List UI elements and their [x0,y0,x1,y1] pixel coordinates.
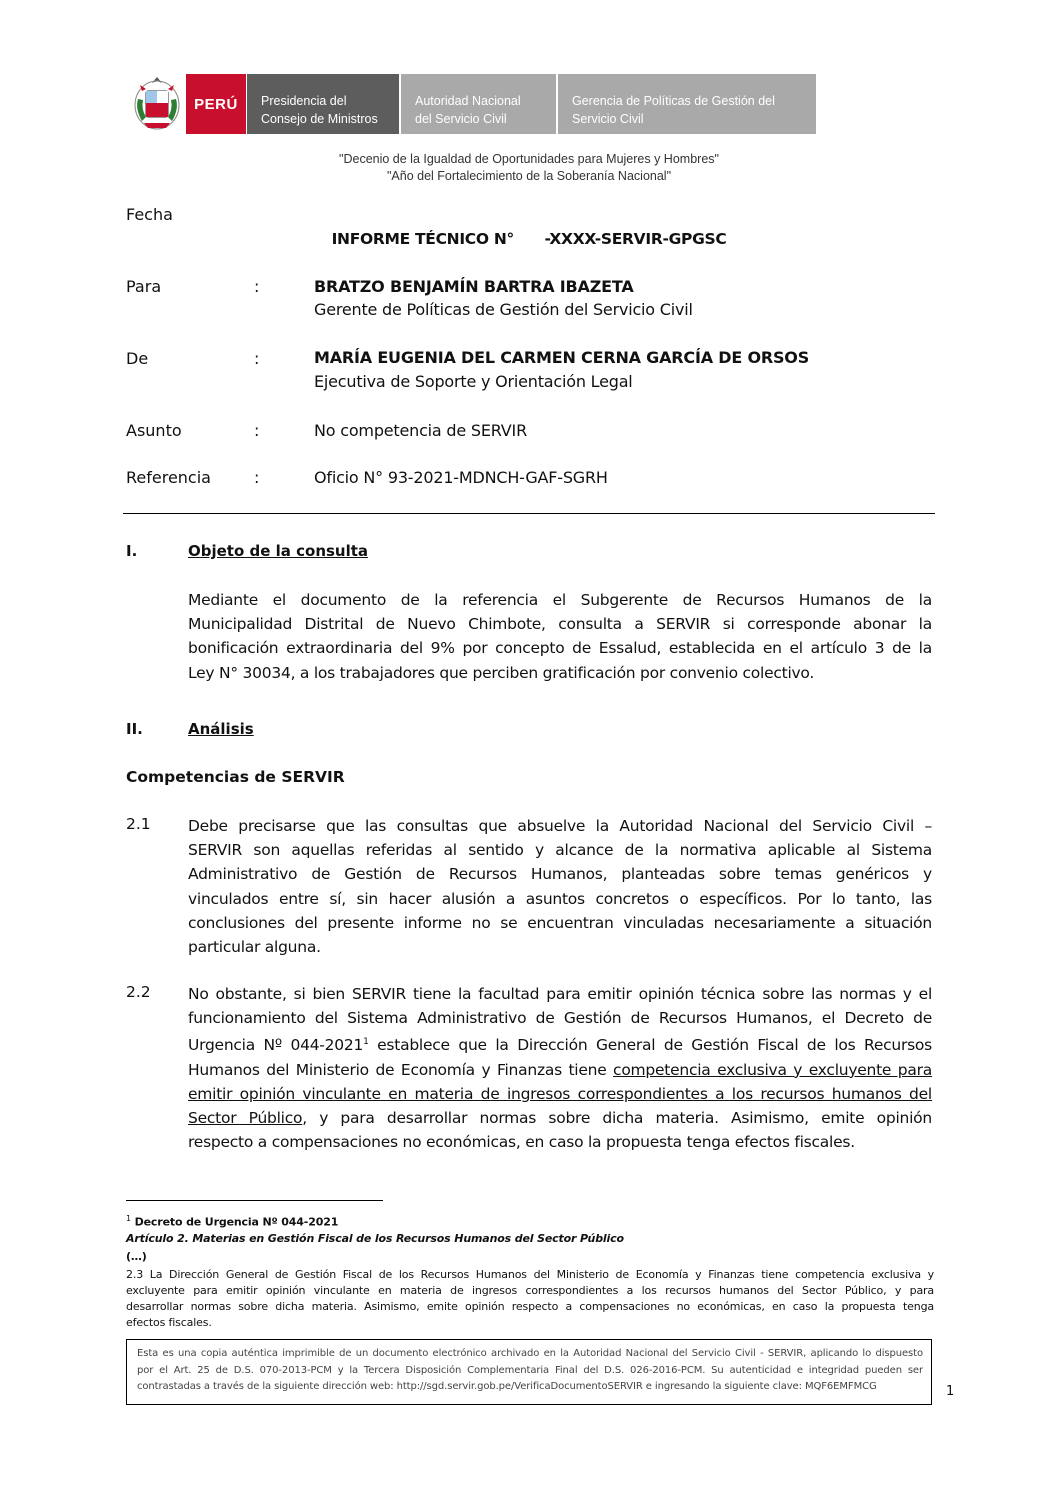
p21-line: Debe precisarse que las consultas que absuelve la Autoridad Nacional del Servicio Civil – [188,817,932,835]
section-1-paragraph [188,588,932,685]
section-1-number: I. [126,542,138,560]
underlined-text: emitir opinión vinculante en materia de ingresos correspondientes a los recursos humanos del [188,1084,932,1103]
paragraph-2-1 [188,814,932,959]
s1-line: Municipalidad Distrital de Nuevo Chimbote, consulta a SERVIR si corresponde abonar la [188,615,932,634]
p22-line3-rest: establece que la Dirección General de Gestión Fiscal de los Recursos [368,1036,932,1055]
header-box-pcm-line2: Consejo de Ministros [261,112,378,126]
auth-line: por el Art. 25 de D.S. 070-2013-PCM y la Tercera Disposición Complementaria Final del D.S. 026-2016-PCM. Su autenticidad e integridad pueden ser [137,1364,923,1376]
fn-line: excluyente para emitir opinión vinculante en materia de ingresos correspondientes a los recursos humanos del Sector Público, y para [126,1284,934,1297]
fecha-label: Fecha [126,205,173,224]
section-1-title: Objeto de la consulta [188,542,369,560]
p22-line: respecto a compensaciones no económicas, en caso la propuesta tenga efectos fiscales. [188,1133,855,1152]
paragraph-2-2 [188,982,932,1155]
fn-line: 2.3 La Dirección General de Gestión Fiscal de los Recursos Humanos del Ministerio de Economía y Finanzas tiene competencia exclusiva y [126,1268,934,1281]
p21-line: Administrativo de Gestión de Recursos Humanos, planteadas sobre temas genéricos y [188,865,932,884]
de-label: De [126,349,149,368]
s1-line: bonificación extraordinaria del 9% por concepto de Essalud, establecida en el artículo 3 de la [188,639,932,658]
section-2-title: Análisis [188,720,254,738]
footnote-marker: 1 [363,1037,369,1048]
underlined-text: Sector Público [188,1109,303,1128]
auth-line: contrastadas a través de la siguiente dirección web: http://sgd.servir.gob.pe/VerificaDocumentoSERVIR e ingresando la siguiente clave: MQF6EMFMCG [137,1381,877,1392]
footnote-title-text: Decreto de Urgencia Nº 044-2021 [130,1215,339,1229]
referencia-colon: : [254,468,260,487]
header-box-servir-line1: Autoridad Nacional [415,94,521,108]
p21-line: particular alguna. [188,938,321,957]
footnote-article: Artículo 2. Materias en Gestión Fiscal de los Recursos Humanos del Sector Público [126,1232,624,1245]
motto-line-2: "Año del Fortalecimiento de la Soberanía Nacional" [386,169,672,183]
peru-brand-label: PERÚ [186,74,246,134]
referencia-value: Oficio N° 93-2021-MDNCH-GAF-SGRH [314,468,608,487]
report-title: INFORME TÉCNICO N° -XXXX-SERVIR-GPGSC [331,230,727,248]
page-number: 1 [946,1384,955,1399]
header-box-servir [401,74,556,134]
p22-line: No obstante, si bien SERVIR tiene la facultad para emitir opinión técnica sobre las normas y el [188,985,932,1003]
peru-coat-of-arms-logo [132,75,182,133]
paragraph-2-2-number: 2.2 [126,983,151,1001]
section-2-number: II. [126,720,143,738]
p22-line4-start: Humanos del Ministerio de Economía y Finanzas tiene [188,1060,614,1079]
para-role: Gerente de Políticas de Gestión del Servicio Civil [314,300,693,319]
fn-line: desarrollar normas sobre dicha materia. Asimismo, emite opinión respecto a compensaciones no económicas, en caso la propuesta tenga [126,1300,934,1313]
de-role: Ejecutiva de Soporte y Orientación Legal [314,372,633,391]
s1-line: Mediante el documento de la referencia el Subgerente de Recursos Humanos de la [188,591,932,609]
para-label: Para [126,277,162,296]
header-box-pcm-line1: Presidencia del [261,94,347,108]
header-box-gpgsc-line1: Gerencia de Políticas de Gestión del [572,94,775,108]
subheading-competencias: Competencias de SERVIR [126,768,345,786]
header-box-servir-line2: del Servicio Civil [415,112,507,126]
p22-line [188,1106,932,1130]
fn-line: efectos fiscales. [126,1316,212,1329]
footnote-divider [126,1200,383,1201]
underlined-text: competencia exclusiva y excluyente para [613,1060,932,1079]
p22-line: funcionamiento del Sistema Administrativo de Gestión de Recursos Humanos, el Decreto de [188,1009,932,1028]
para-name: BRATZO BENJAMÍN BARTRA IBAZETA [314,277,634,296]
header-divider [123,513,935,514]
header-box-gpgsc-line2: Servicio Civil [572,112,644,126]
p22-line [188,1058,932,1082]
footnote-number: 1 [126,1214,131,1223]
de-name: MARÍA EUGENIA DEL CARMEN CERNA GARCÍA DE ORSOS [314,348,810,367]
s1-line: Ley N° 30034, a los trabajadores que perciben gratificación por convenio colectivo. [188,663,815,682]
p22-line6-rest: , y para desarrollar normas sobre dicha materia. Asimismo, emite opinión [302,1109,932,1128]
auth-line: Esta es una copia auténtica imprimible de un documento electrónico archivado en la Autoridad Nacional del Servicio Civil - SERVIR, aplicando lo dispuesto [137,1348,923,1359]
asunto-colon: : [254,421,260,440]
asunto-label: Asunto [126,421,182,440]
de-colon: : [254,349,260,368]
authenticity-notice [126,1339,932,1405]
p21-line: vinculados entre sí, sin hacer alusión a asuntos concretos o específicos. Por lo tanto, las [188,889,932,908]
para-colon: : [254,277,260,296]
p22-line [188,1030,932,1057]
header-box-pcm [247,74,399,134]
referencia-label: Referencia [126,468,211,487]
header-box-gpgsc [558,74,816,134]
paragraph-2-1-number: 2.1 [126,815,151,833]
decree-reference: Urgencia Nº 044-2021 [188,1036,364,1055]
p21-line: SERVIR son aquellas referidas al sentido y alcance de la normativa aplicable al Sistema [188,841,932,860]
footnote-ellipsis: (…) [126,1250,147,1263]
asunto-value: No competencia de SERVIR [314,421,527,440]
footnote-body [126,1267,934,1331]
p21-line: conclusiones del presente informe no se encuentran vinculadas necesariamente a situación [188,913,932,932]
footnote-title [126,1211,934,1231]
motto-line-1: "Decenio de la Igualdad de Oportunidades para Mujeres y Hombres" [339,152,719,166]
